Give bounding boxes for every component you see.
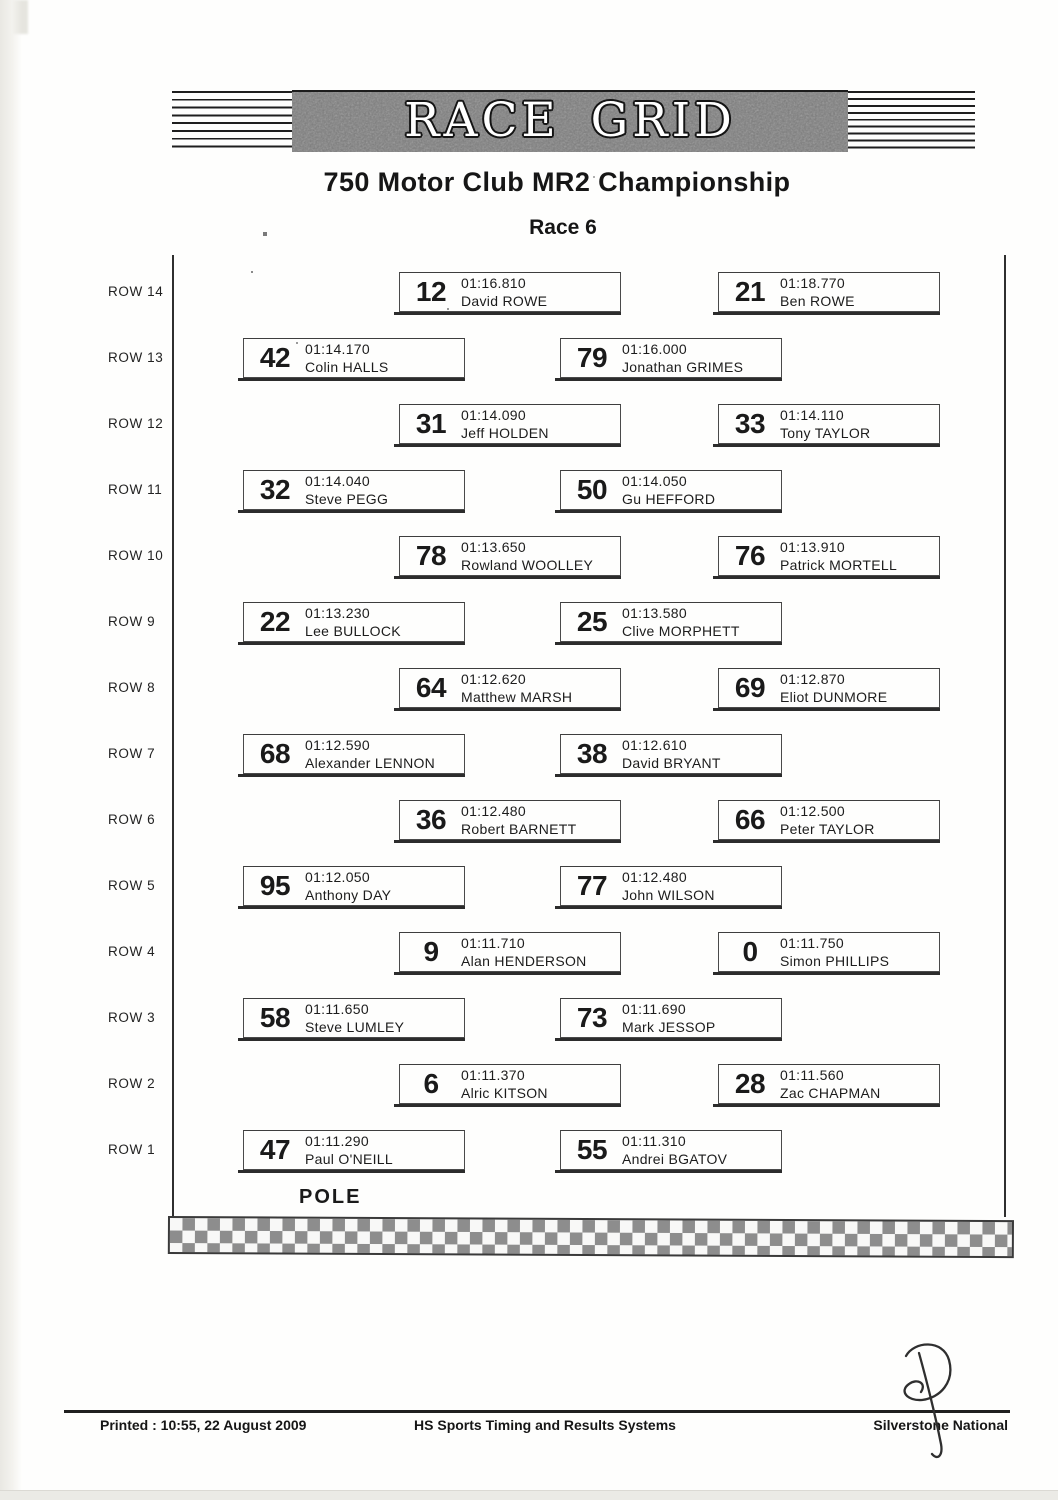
qualifying-time: 01:11.310 (622, 1133, 686, 1149)
grid-row (0, 800, 1058, 840)
grid-row (0, 404, 1058, 444)
qualifying-time: 01:12.620 (461, 671, 526, 687)
car-number: 31 (415, 408, 447, 439)
car-number: 22 (259, 606, 291, 637)
row-label: ROW 2 (108, 1076, 156, 1091)
car-number: 95 (259, 870, 291, 901)
qualifying-time: 01:13.230 (305, 605, 370, 621)
grid-slot (718, 272, 940, 312)
qualifying-time: 01:11.560 (780, 1067, 844, 1083)
grid-slot (399, 536, 621, 576)
car-number: 55 (576, 1134, 608, 1165)
qualifying-time: 01:14.050 (622, 473, 687, 489)
pole-label: POLE (299, 1186, 362, 1208)
car-number: 0 (742, 936, 758, 967)
banner-lines-left (172, 91, 292, 153)
qualifying-time: 01:14.090 (461, 407, 526, 423)
banner-lines-right (848, 91, 975, 153)
grid-slot (560, 998, 782, 1038)
grid-row (0, 1130, 1058, 1170)
grid-row (0, 536, 1058, 576)
race-grid-banner (292, 90, 848, 152)
grid-slot (560, 866, 782, 906)
driver-name: Alan HENDERSON (461, 953, 587, 969)
driver-name: Simon PHILLIPS (780, 953, 890, 969)
driver-name: Matthew MARSH (461, 689, 573, 705)
race-subtitle: Race 6 (529, 216, 597, 239)
row-label: ROW 12 (108, 416, 164, 431)
qualifying-time: 01:13.650 (461, 539, 526, 555)
row-label: ROW 8 (108, 680, 156, 695)
footer-rule (64, 1410, 1010, 1413)
driver-name: John WILSON (622, 887, 715, 903)
qualifying-time: 01:13.580 (622, 605, 687, 621)
grid-slot (243, 338, 465, 378)
driver-name: Patrick MORTELL (780, 557, 898, 573)
qualifying-time: 01:12.610 (622, 737, 687, 753)
qualifying-time: 01:11.290 (305, 1133, 369, 1149)
grid-slot (399, 800, 621, 840)
car-number: 6 (423, 1068, 439, 1099)
qualifying-time: 01:12.480 (461, 803, 526, 819)
driver-name: David ROWE (461, 293, 548, 309)
grid-slot (399, 272, 621, 312)
car-number: 76 (734, 540, 766, 571)
car-number: 25 (576, 606, 608, 637)
grid-slot (718, 800, 940, 840)
driver-name: Steve PEGG (305, 491, 389, 507)
car-number: 42 (259, 342, 291, 373)
grid-row (0, 272, 1058, 312)
driver-name: Alric KITSON (461, 1085, 548, 1101)
printed-timestamp: Printed : 10:55, 22 August 2009 (100, 1417, 307, 1433)
scan-edge-bottom (0, 1490, 1058, 1500)
qualifying-time: 01:11.690 (622, 1001, 686, 1017)
driver-name: Robert BARNETT (461, 821, 577, 837)
grid-slot (399, 404, 621, 444)
car-number: 9 (423, 936, 439, 967)
grid-slot (399, 668, 621, 708)
row-label: ROW 1 (108, 1142, 156, 1157)
driver-name: Tony TAYLOR (780, 425, 871, 441)
grid-slot (243, 470, 465, 510)
driver-name: David BRYANT (622, 755, 721, 771)
row-label: ROW 6 (108, 812, 156, 827)
qualifying-time: 01:12.500 (780, 803, 845, 819)
timing-system-credit: HS Sports Timing and Results Systems (414, 1417, 676, 1433)
qualifying-time: 01:16.000 (622, 341, 687, 357)
grid-slot (243, 1130, 465, 1170)
grid-slot (560, 602, 782, 642)
circuit-name: Silverstone National (873, 1417, 1008, 1433)
car-number: 68 (259, 738, 291, 769)
grid-slot (243, 866, 465, 906)
driver-name: Gu HEFFORD (622, 491, 716, 507)
driver-name: Anthony DAY (305, 887, 392, 903)
row-label: ROW 14 (108, 284, 164, 299)
championship-title: 750 Motor Club MR2 Championship (323, 167, 791, 197)
grid-slot (718, 1064, 940, 1104)
driver-name: Eliot DUNMORE (780, 689, 888, 705)
car-number: 77 (576, 870, 608, 901)
car-number: 36 (415, 804, 447, 835)
qualifying-time: 01:14.170 (305, 341, 370, 357)
driver-name: Jeff HOLDEN (461, 425, 549, 441)
car-number: 69 (734, 672, 766, 703)
grid-row (0, 470, 1058, 510)
qualifying-time: 01:14.040 (305, 473, 370, 489)
grid-slot (718, 932, 940, 972)
grid-row (0, 734, 1058, 774)
grid-slot (243, 602, 465, 642)
driver-name: Clive MORPHETT (622, 623, 740, 639)
driver-name: Ben ROWE (780, 293, 855, 309)
driver-name: Steve LUMLEY (305, 1019, 405, 1035)
driver-name: Jonathan GRIMES (622, 359, 744, 375)
row-label: ROW 4 (108, 944, 156, 959)
grid-row (0, 1064, 1058, 1104)
row-label: ROW 9 (108, 614, 156, 629)
grid-slot (718, 536, 940, 576)
row-label: ROW 5 (108, 878, 156, 893)
car-number: 47 (259, 1134, 291, 1165)
grid-row (0, 932, 1058, 972)
qualifying-time: 01:11.710 (461, 935, 525, 951)
grid-row (0, 998, 1058, 1038)
qualifying-time: 01:16.810 (461, 275, 526, 291)
car-number: 32 (259, 474, 291, 505)
qualifying-time: 01:13.910 (780, 539, 845, 555)
row-label: ROW 3 (108, 1010, 156, 1025)
car-number: 12 (415, 276, 447, 307)
car-number: 28 (734, 1068, 766, 1099)
driver-name: Colin HALLS (305, 359, 389, 375)
row-label: ROW 10 (108, 548, 164, 563)
driver-name: Peter TAYLOR (780, 821, 875, 837)
driver-name: Andrei BGATOV (622, 1151, 728, 1167)
grid-slot (560, 734, 782, 774)
car-number: 79 (576, 342, 608, 373)
car-number: 50 (576, 474, 608, 505)
checkered-flag-band (168, 1216, 1014, 1258)
qualifying-time: 01:18.770 (780, 275, 845, 291)
row-label: ROW 13 (108, 350, 164, 365)
car-number: 78 (415, 540, 447, 571)
qualifying-time: 01:11.370 (461, 1067, 525, 1083)
driver-name: Mark JESSOP (622, 1019, 716, 1035)
driver-name: Paul O'NEILL (305, 1151, 393, 1167)
qualifying-time: 01:12.870 (780, 671, 845, 687)
grid-row (0, 668, 1058, 708)
driver-name: Alexander LENNON (305, 755, 436, 771)
qualifying-time: 01:11.750 (780, 935, 844, 951)
driver-name: Rowland WOOLLEY (461, 557, 594, 573)
grid-slot (560, 1130, 782, 1170)
qualifying-time: 01:14.110 (780, 407, 844, 423)
qualifying-time: 01:12.480 (622, 869, 687, 885)
grid-slot (399, 1064, 621, 1104)
grid-slot (718, 668, 940, 708)
driver-name: Lee BULLOCK (305, 623, 401, 639)
car-number: 33 (734, 408, 766, 439)
grid-slot (560, 470, 782, 510)
driver-name: Zac CHAPMAN (780, 1085, 881, 1101)
grid-slot (718, 404, 940, 444)
car-number: 58 (259, 1002, 291, 1033)
row-label: ROW 11 (108, 482, 163, 497)
grid-slot (243, 998, 465, 1038)
grid-slot (243, 734, 465, 774)
car-number: 38 (576, 738, 608, 769)
qualifying-time: 01:12.590 (305, 737, 370, 753)
scan-specks (0, 0, 2, 2)
row-label: ROW 7 (108, 746, 156, 761)
car-number: 21 (734, 276, 766, 307)
grid-row (0, 338, 1058, 378)
car-number: 73 (576, 1002, 608, 1033)
banner-title: RACE GRID (404, 93, 736, 148)
qualifying-time: 01:11.650 (305, 1001, 369, 1017)
car-number: 64 (415, 672, 447, 703)
grid-row (0, 866, 1058, 906)
qualifying-time: 01:12.050 (305, 869, 370, 885)
grid-slot (560, 338, 782, 378)
grid-slot (399, 932, 621, 972)
grid-row (0, 602, 1058, 642)
car-number: 66 (734, 804, 766, 835)
